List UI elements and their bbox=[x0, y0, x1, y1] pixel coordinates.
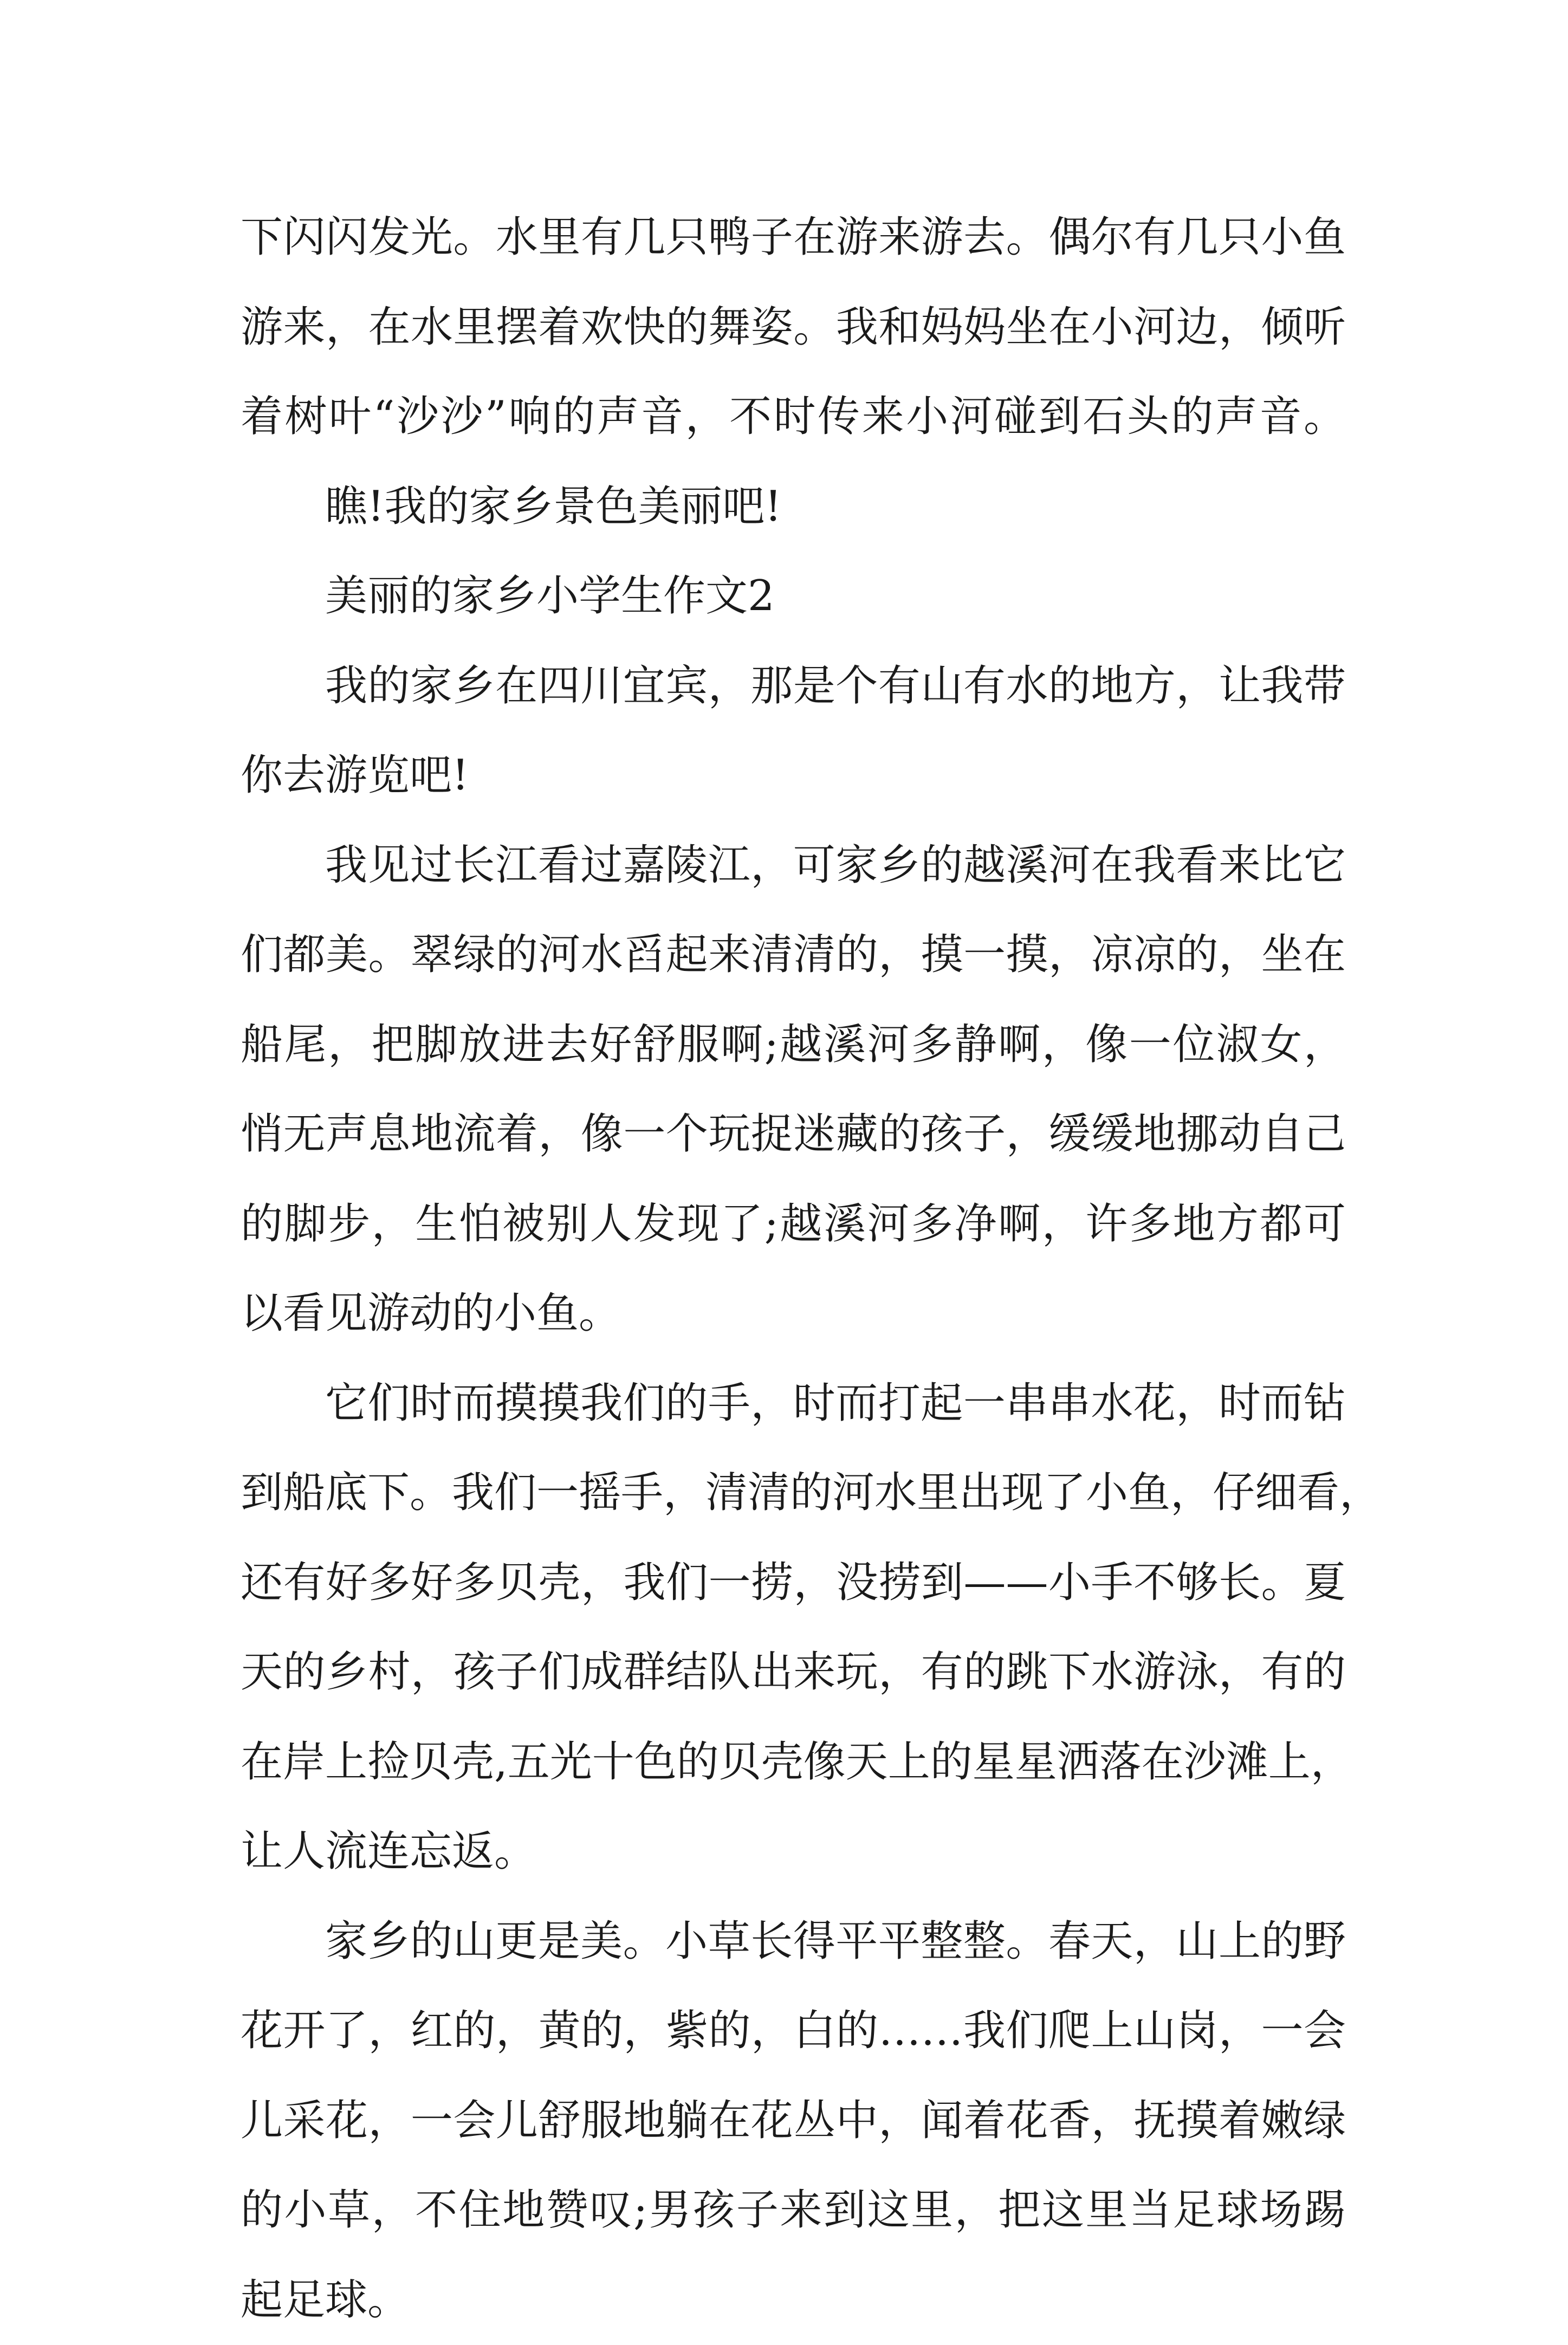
text-line: 让人流连忘返。 bbox=[241, 1807, 1346, 1897]
text-line: 们都美。翠绿的河水舀起来清清的，摸一摸，凉凉的，坐在 bbox=[241, 910, 1346, 1000]
text-line: 儿采花，一会儿舒服地躺在花丛中，闻着花香，抚摸着嫩绿 bbox=[241, 2076, 1346, 2166]
text-line: 我的家乡在四川宜宾，那是个有山有水的地方，让我带 bbox=[241, 642, 1346, 731]
text-line: 花开了，红的，黄的，紫的，白的……我们爬上山岗，一会 bbox=[241, 1986, 1346, 2076]
text-line: 家乡的山更是美。小草长得平平整整。春天，山上的野 bbox=[241, 1897, 1346, 1987]
text-line: 的小草，不住地赞叹;男孩子来到这里，把这里当足球场踢 bbox=[241, 2166, 1346, 2256]
text-line: 我见过长江看过嘉陵江，可家乡的越溪河在我看来比它 bbox=[241, 821, 1346, 911]
text-line: 起足球。 bbox=[241, 2256, 1346, 2345]
text-line: 悄无声息地流着，像一个玩捉迷藏的孩子，缓缓地挪动自己 bbox=[241, 1090, 1346, 1180]
text-line: 瞧!我的家乡景色美丽吧! bbox=[241, 462, 1346, 552]
text-line: 游来，在水里摆着欢快的舞姿。我和妈妈坐在小河边，倾听 bbox=[241, 283, 1346, 373]
text-line: 美丽的家乡小学生作文2 bbox=[241, 552, 1346, 642]
essay-body bbox=[241, 193, 1346, 2345]
text-line: 它们时而摸摸我们的手，时而打起一串串水花，时而钻 bbox=[241, 1359, 1346, 1449]
text-line: 天的乡村，孩子们成群结队出来玩，有的跳下水游泳，有的 bbox=[241, 1628, 1346, 1718]
text-line: 还有好多好多贝壳，我们一捞，没捞到——小手不够长。夏 bbox=[241, 1538, 1346, 1628]
text-line: 到船底下。我们一摇手，清清的河水里出现了小鱼，仔细看， bbox=[241, 1448, 1346, 1538]
text-line: 的脚步，生怕被别人发现了;越溪河多净啊，许多地方都可 bbox=[241, 1180, 1346, 1269]
text-line: 着树叶“沙沙”响的声音，不时传来小河碰到石头的声音。 bbox=[241, 372, 1346, 462]
text-line: 以看见游动的小鱼。 bbox=[241, 1269, 1346, 1359]
text-line: 下闪闪发光。水里有几只鸭子在游来游去。偶尔有几只小鱼 bbox=[241, 193, 1346, 283]
text-line: 船尾，把脚放进去好舒服啊;越溪河多静啊，像一位淑女， bbox=[241, 1000, 1346, 1090]
text-line: 在岸上捡贝壳,五光十色的贝壳像天上的星星洒落在沙滩上， bbox=[241, 1718, 1346, 1808]
text-line: 你去游览吧! bbox=[241, 731, 1346, 821]
